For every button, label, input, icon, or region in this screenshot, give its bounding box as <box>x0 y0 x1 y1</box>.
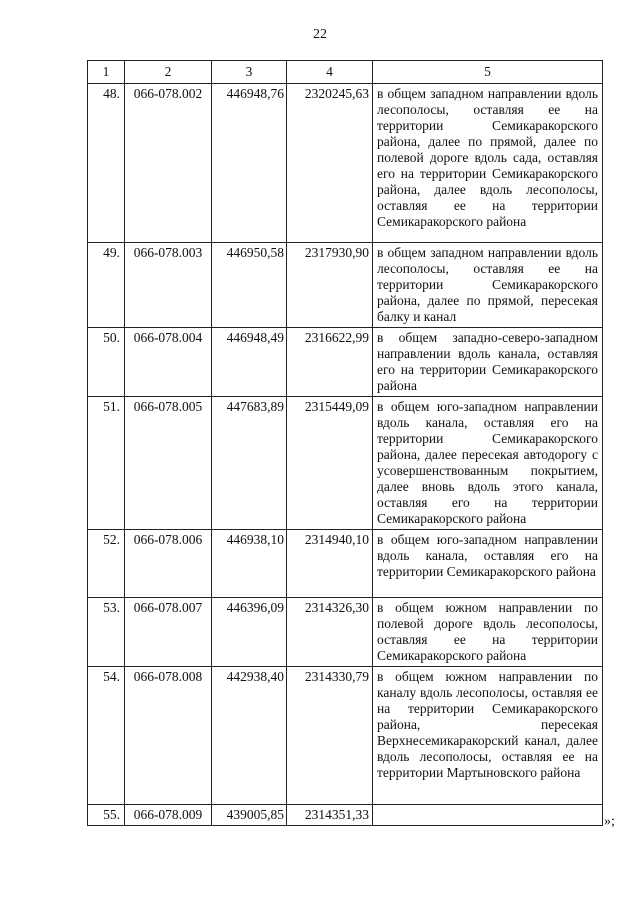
boundary-description <box>373 805 603 826</box>
row-number: 49. <box>88 243 125 328</box>
point-code: 066-078.003 <box>125 243 212 328</box>
table-row <box>88 598 603 667</box>
boundary-description: в общем южном направлении по полевой дороге вдоль лесополосы, оставляя ее на территории Семикаракорского района <box>373 598 603 667</box>
point-code: 066-078.007 <box>125 598 212 667</box>
table-row <box>88 667 603 805</box>
point-code: 066-078.006 <box>125 530 212 598</box>
x-coordinate: 446938,10 <box>212 530 287 598</box>
table-row <box>88 530 603 598</box>
y-coordinate: 2314326,30 <box>287 598 373 667</box>
x-coordinate: 442938,40 <box>212 667 287 805</box>
point-code: 066-078.008 <box>125 667 212 805</box>
closing-quote-mark: »; <box>604 814 615 829</box>
y-coordinate: 2317930,90 <box>287 243 373 328</box>
table-row <box>88 397 603 530</box>
column-header-1: 1 <box>88 61 125 84</box>
y-coordinate: 2314330,79 <box>287 667 373 805</box>
y-coordinate: 2314940,10 <box>287 530 373 598</box>
boundary-description: в общем западном направлении вдоль лесополосы, оставляя ее на территории Семикаракорского района, далее по прямой, далее по полевой дороге вдоль сада, оставляя его на территории Семикаракорского района, далее вдоль лесополосы, оставляя ее на территории Семикаракорского района <box>373 84 603 243</box>
row-number: 51. <box>88 397 125 530</box>
table-row <box>88 84 603 243</box>
row-number: 52. <box>88 530 125 598</box>
column-header-3: 3 <box>212 61 287 84</box>
row-number: 54. <box>88 667 125 805</box>
table-header-row <box>88 61 603 84</box>
row-number: 48. <box>88 84 125 243</box>
column-header-4: 4 <box>287 61 373 84</box>
boundary-description: в общем юго-западном направлении вдоль канала, оставляя его на территории Семикаракорского района <box>373 530 603 598</box>
row-number: 50. <box>88 328 125 397</box>
point-code: 066-078.009 <box>125 805 212 826</box>
x-coordinate: 446396,09 <box>212 598 287 667</box>
point-code: 066-078.002 <box>125 84 212 243</box>
x-coordinate: 446948,76 <box>212 84 287 243</box>
page-number: 22 <box>313 27 327 42</box>
column-header-5: 5 <box>373 61 603 84</box>
x-coordinate: 446948,49 <box>212 328 287 397</box>
y-coordinate: 2315449,09 <box>287 397 373 530</box>
row-number: 55. <box>88 805 125 826</box>
y-coordinate: 2314351,33 <box>287 805 373 826</box>
y-coordinate: 2316622,99 <box>287 328 373 397</box>
boundary-points-table <box>87 60 603 826</box>
boundary-description: в общем южном направлении по каналу вдоль лесополосы, оставляя ее на территории Семикаракорского района, пересекая Верхнесемикаракорский канал, далее вдоль лесополосы, оставляя ее на территории Мартыновского района <box>373 667 603 805</box>
point-code: 066-078.005 <box>125 397 212 530</box>
column-header-2: 2 <box>125 61 212 84</box>
row-number: 53. <box>88 598 125 667</box>
boundary-description: в общем западно-северо-западном направлении вдоль канала, оставляя его на территории Семикаракорского района <box>373 328 603 397</box>
y-coordinate: 2320245,63 <box>287 84 373 243</box>
x-coordinate: 446950,58 <box>212 243 287 328</box>
boundary-description: в общем юго-западном направлении вдоль канала, оставляя его на территории Семикаракорского района, далее пересекая автодорогу с усовершенствованным покрытием, далее вновь вдоль этого канала, оставляя его на территории Семикаракорского района <box>373 397 603 530</box>
table-row <box>88 243 603 328</box>
x-coordinate: 447683,89 <box>212 397 287 530</box>
table-row <box>88 328 603 397</box>
point-code: 066-078.004 <box>125 328 212 397</box>
boundary-description: в общем западном направлении вдоль лесополосы, оставляя ее на территории Семикаракорского района, далее по прямой, пересекая балку и канал <box>373 243 603 328</box>
table-row <box>88 805 603 826</box>
x-coordinate: 439005,85 <box>212 805 287 826</box>
